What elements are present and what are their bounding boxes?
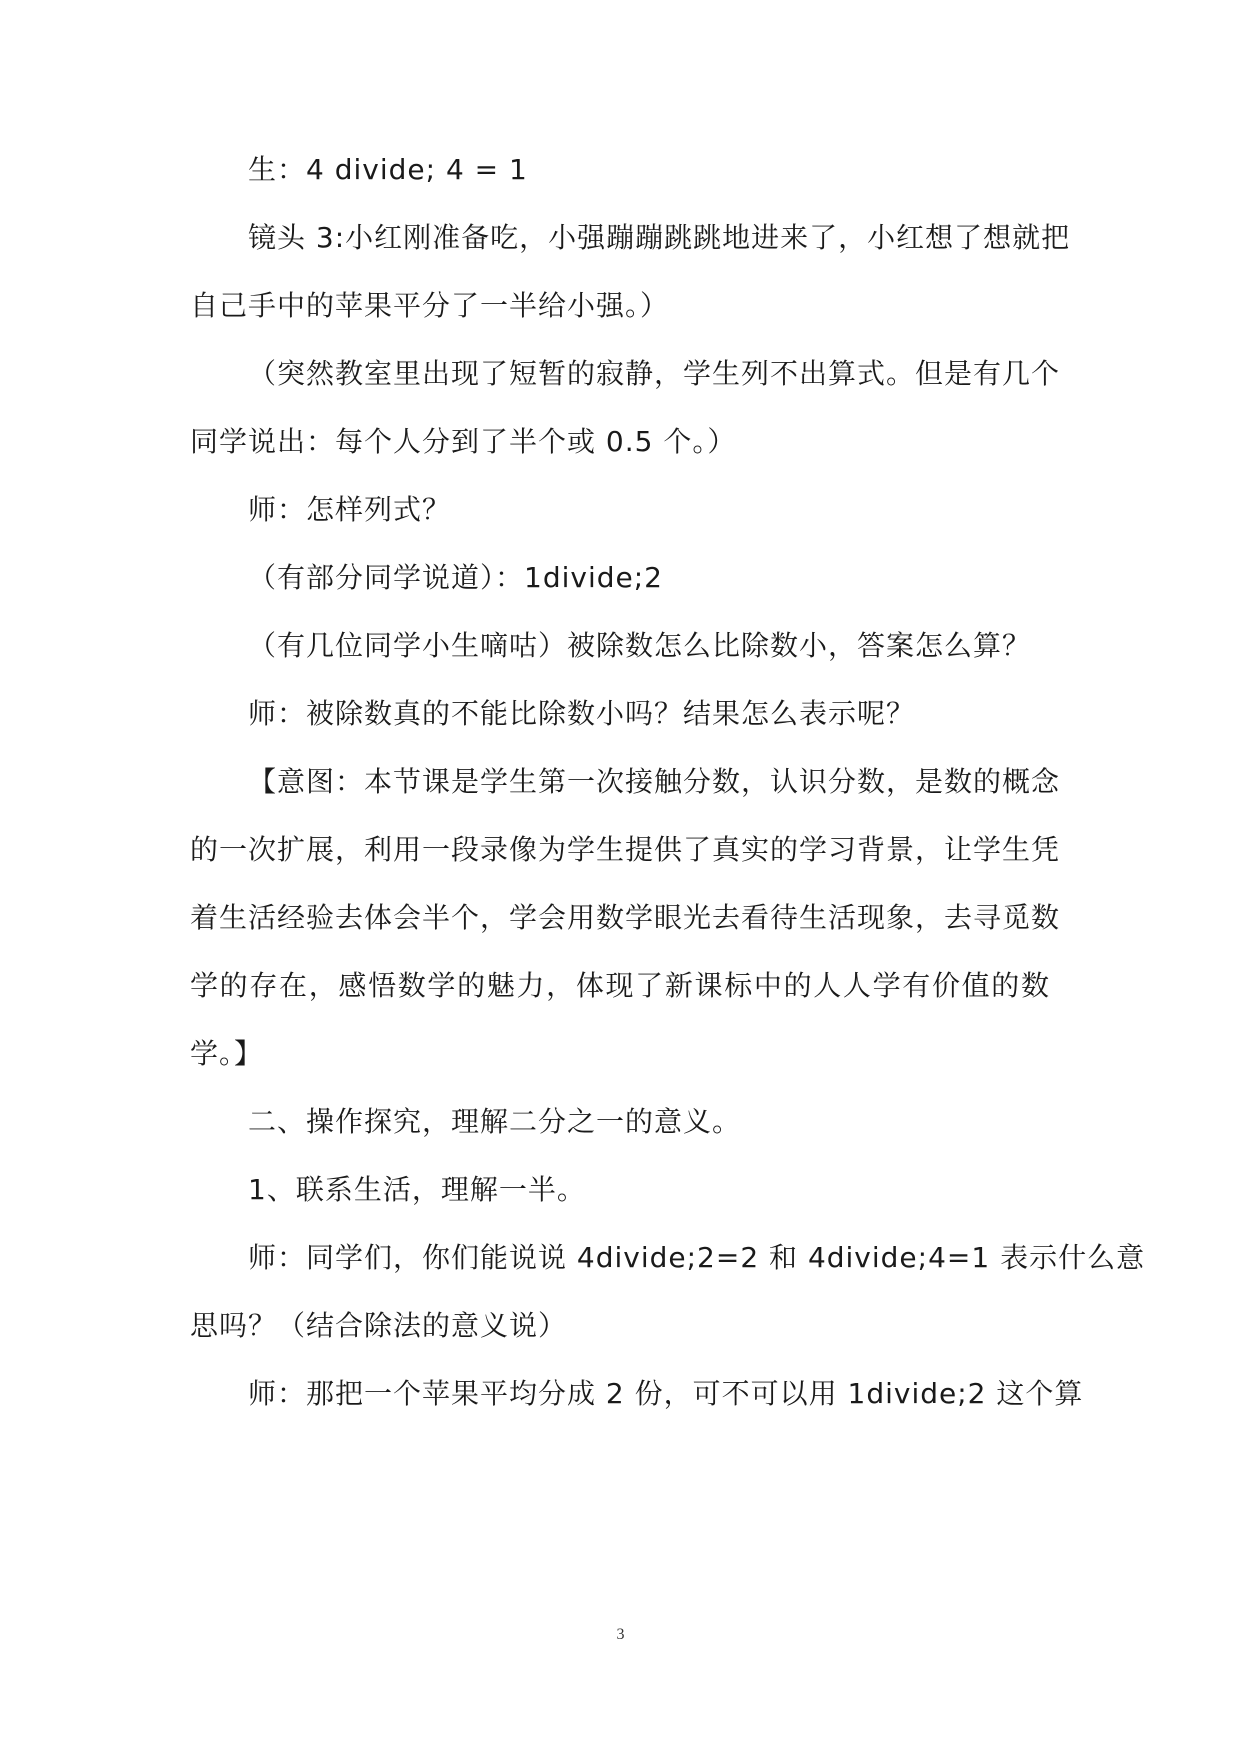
text-line: 【意图：本节课是学生第一次接触分数，认识分数，是数的概念 xyxy=(248,765,1061,798)
text-line: （有几位同学小生嘀咕）被除数怎么比除数小，答案怎么算？ xyxy=(248,629,1032,662)
text-line: 师：怎样列式？ xyxy=(248,493,452,526)
text-line: 镜头 3:小红刚准备吃，小强蹦蹦跳跳地进来了，小红想了想就把 xyxy=(248,221,1071,254)
text-line: 学。】 xyxy=(190,1037,264,1070)
text-line: 同学说出：每个人分到了半个或 0.5 个。） xyxy=(190,425,737,458)
text-line: 着生活经验去体会半个，学会用数学眼光去看待生活现象，去寻觅数 xyxy=(190,901,1061,934)
text-line: （有部分同学说道）：1divide;2 xyxy=(248,561,663,594)
text-line: 思吗？（结合除法的意义说） xyxy=(190,1309,568,1342)
text-line: 学的存在，感悟数学的魅力，体现了新课标中的人人学有价值的数 xyxy=(190,969,1050,1002)
text-line: （突然教室里出现了短暂的寂静，学生列不出算式。但是有几个 xyxy=(248,357,1061,390)
text-line: 生：4 divide; 4 = 1 xyxy=(248,153,528,186)
section-heading: 二、操作探究，理解二分之一的意义。 xyxy=(248,1105,742,1138)
subsection-heading: 1、联系生活，理解一半。 xyxy=(248,1173,586,1206)
text-line: 自己手中的苹果平分了一半给小强。） xyxy=(190,289,670,322)
text-line: 师：被除数真的不能比除数小吗？结果怎么表示呢？ xyxy=(248,697,916,730)
page-number: 3 xyxy=(616,1626,625,1643)
text-line: 的一次扩展，利用一段录像为学生提供了真实的学习背景，让学生凭 xyxy=(190,833,1061,866)
text-line: 师：同学们，你们能说说 4divide;2=2 和 4divide;4=1 表示什么意 xyxy=(248,1241,1146,1274)
text-line: 师：那把一个苹果平均分成 2 份，可不可以用 1divide;2 这个算 xyxy=(248,1377,1084,1410)
